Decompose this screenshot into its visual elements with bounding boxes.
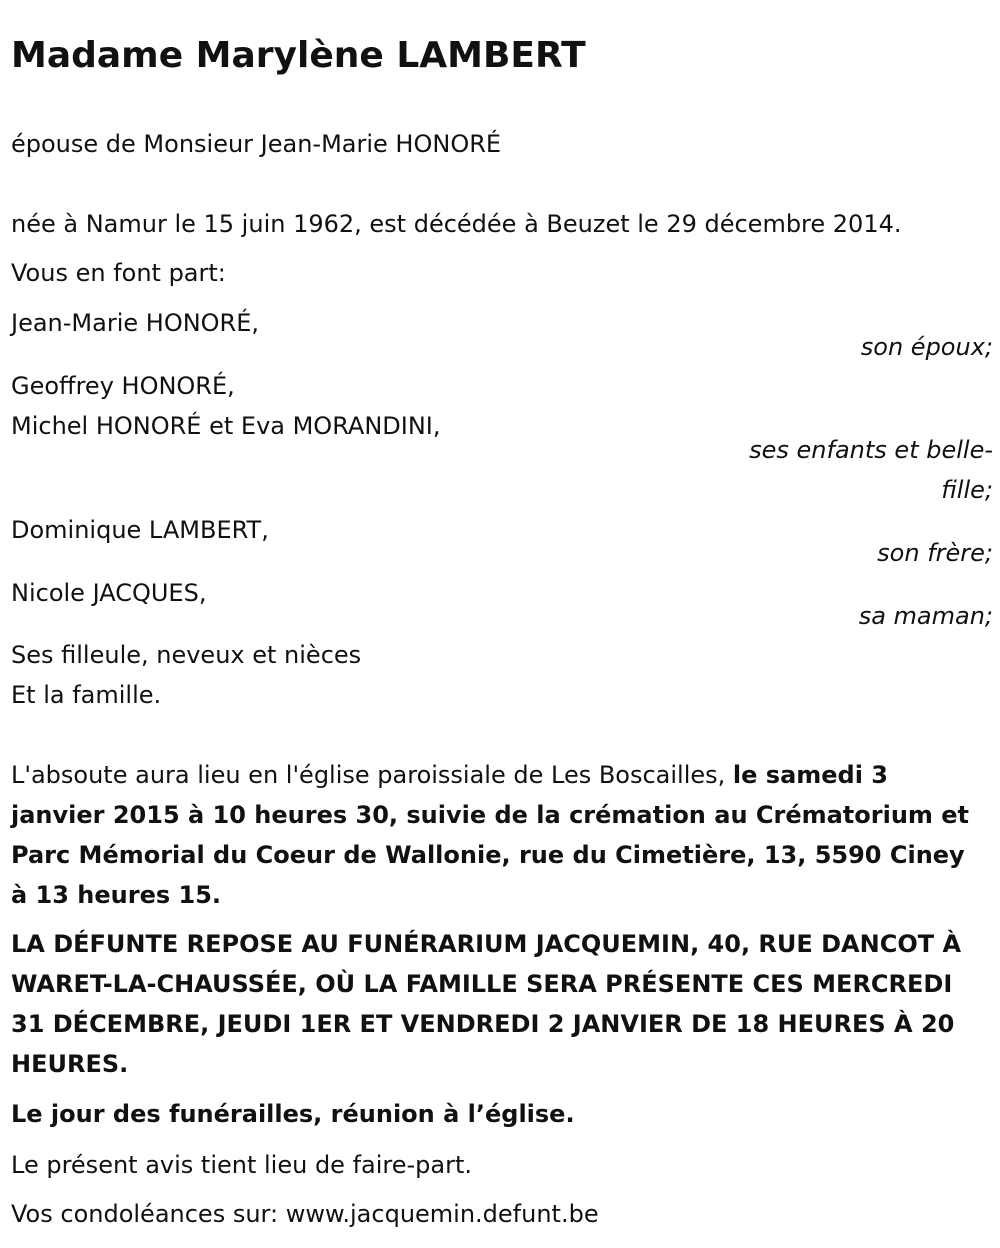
spouse-line: épouse de Monsieur Jean-Marie HONORÉ — [11, 130, 502, 158]
condolences-line — [11, 1194, 599, 1234]
ceremony-details: le samedi 3 janvier 2015 à 10 heures 30, suivie de la crémation au Crématorium et Parc Mémorial du Coeur de Wallonie, rue du Cimetière, 13, 5590 Ciney à 13 heures 15. — [11, 761, 970, 909]
ceremony-intro: L'absoute aura lieu en l'église paroissiale de Les Boscailles, — [11, 761, 733, 789]
mourner-relation: ses enfants et belle-fille; — [749, 436, 993, 504]
mourner-name: Jean-Marie HONORÉ, — [11, 309, 260, 337]
condolences-label: Vos condoléances sur: — [11, 1200, 286, 1228]
page-title: Madame Marylène LAMBERT — [11, 35, 586, 76]
mourner-name: Nicole JACQUES, — [11, 579, 207, 607]
condolences-link[interactable]: www.jacquemin.defunt.be — [285, 1200, 599, 1228]
others-line: Ses filleule, neveux et nièces — [11, 641, 362, 669]
mourner-name: Geoffrey HONORÉ, — [11, 372, 235, 400]
mourner-relation: sa maman; — [858, 602, 993, 630]
funerarium-paragraph: LA DÉFUNTE REPOSE AU FUNÉRARIUM JACQUEMIN, 40, RUE DANCOT À WARET-LA-CHAUSSÉE, OÙ LA FAMILLE SERA PRÉSENTE CES MERCREDI 31 DÉCEMBRE, JEUDI 1ER ET VENDREDI 2 JANVIER DE 18 HEURES À 20 HEURES. — [11, 930, 962, 1078]
intro-line: Vous en font part: — [11, 259, 226, 287]
mourner-name: Dominique LAMBERT, — [11, 516, 269, 544]
meeting-line: Le jour des funérailles, réunion à l’église. — [11, 1100, 575, 1128]
ceremony-paragraph — [11, 755, 986, 915]
notice-line: Le présent avis tient lieu de faire-part. — [11, 1151, 473, 1179]
birth-death-line: née à Namur le 15 juin 1962, est décédée à Beuzet le 29 décembre 2014. — [11, 210, 902, 238]
mourner-relation: son frère; — [877, 539, 993, 567]
mourner-relation: son époux; — [860, 333, 993, 361]
others-line: Et la famille. — [11, 681, 162, 709]
mourner-name: Michel HONORÉ et Eva MORANDINI, — [11, 412, 441, 440]
